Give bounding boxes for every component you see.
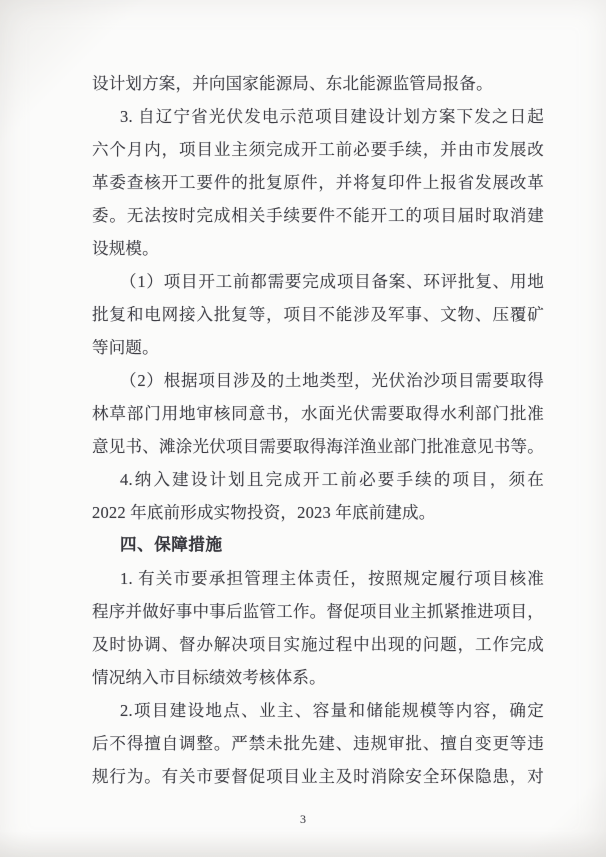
text-line: （1）项目开工前都需要完成项目备案、环评批复、用地 (120, 272, 544, 291)
text-line: 程序并做好事中事后监管工作。督促项目业主抓紧推进项目， (92, 602, 544, 621)
text-line: 情况纳入市目标绩效考核体系。 (92, 668, 326, 687)
text-line: 设规模。 (92, 239, 159, 258)
text-line: 意见书、滩涂光伏项目需要取得海洋渔业部门批准意见书等。 (92, 437, 544, 456)
text-line: 2022 年底前形成实物投资，2023 年底前建成。 (92, 503, 436, 522)
text-line: 设计划方案，并向国家能源局、东北能源监管局报备。 (92, 74, 493, 93)
text-line: 4.纳入建设计划且完成开工前必要手续的项目，须在 (120, 470, 544, 489)
text-line: 林草部门用地审核同意书，水面光伏需要取得水利部门批准 (92, 404, 544, 423)
text-line: 3. 自辽宁省光伏发电示范项目建设计划方案下发之日起 (120, 107, 544, 126)
text-line: 后不得擅自调整。严禁未批先建、违规审批、擅自变更等违 (92, 734, 544, 753)
text-line: 规行为。有关市要督促项目业主及时消除安全环保隐患，对 (92, 767, 544, 786)
section-heading: 四、保障措施 (120, 536, 223, 554)
text-line: 及时协调、督办解决项目实施过程中出现的问题，工作完成 (92, 635, 544, 654)
text-line: （2）根据项目涉及的土地类型，光伏治沙项目需要取得 (120, 371, 544, 390)
text-line: 2.项目建设地点、业主、容量和储能规模等内容，确定 (120, 701, 544, 720)
text-line: 六个月内，项目业主须完成开工前必要手续，并由市发展改 (92, 140, 544, 159)
page-number: 3 (300, 812, 306, 826)
text-line: 批复和电网接入批复等，项目不能涉及军事、文物、压覆矿 (92, 305, 544, 324)
text-line: 委。无法按时完成相关手续要件不能开工的项目届时取消建 (92, 206, 544, 225)
text-line: 革委查核开工要件的批复原件，并将复印件上报省发展改革 (92, 173, 544, 192)
text-line: 1. 有关市要承担管理主体责任，按照规定履行项目核准 (120, 569, 544, 588)
document-body (92, 67, 544, 793)
text-line: 等问题。 (92, 338, 159, 357)
